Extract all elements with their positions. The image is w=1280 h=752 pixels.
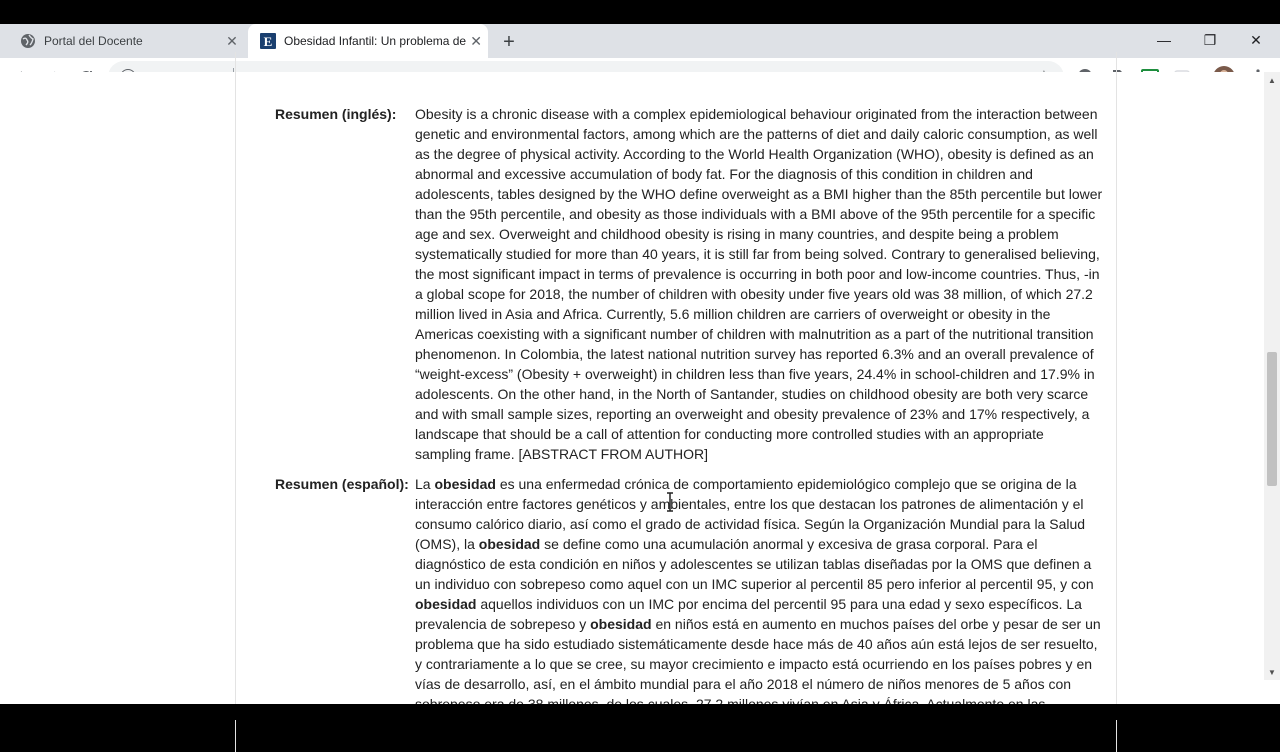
abstract-en-line: phenomenon. In Colombia, the latest national nutrition survey has reported 6.3% and an overall prevalence of bbox=[415, 346, 1094, 362]
abstract-es-segment: un individuo con sobrepeso como aquel con un IMC superior al percentil 85 pero inferior al percentil 95, y con bbox=[415, 576, 1094, 592]
abstract-en-line: abnormal and excessive accumulation of body fat. For the diagnosis of this condition in children and bbox=[415, 166, 1033, 182]
abstract-es-line bbox=[415, 614, 1101, 634]
abstract-en-line: and with small sample sizes, reporting an overweight and obesity prevalence of 23% and 17% respectively, a bbox=[415, 406, 1090, 422]
abstract-es-line bbox=[415, 574, 1094, 594]
abstract-es-segment: en niños está en aumento en muchos países del orbe y pesar de ser un bbox=[651, 616, 1101, 632]
abstract-es-segment: (OMS), la bbox=[415, 536, 479, 552]
page-viewport bbox=[0, 72, 1264, 692]
abstract-es-line bbox=[415, 654, 1093, 674]
new-tab-button[interactable]: + bbox=[503, 30, 515, 53]
abstract-es-line bbox=[415, 534, 1081, 554]
scrollbar-thumb[interactable] bbox=[1267, 352, 1277, 486]
abstract-es-segment: prevalencia de sobrepeso y bbox=[415, 616, 591, 632]
abstract-es-segment: vías de desarrollo, así, en el ámbito mundial para el año 2018 el número de niños menores de 5 años con bbox=[415, 676, 1072, 692]
screen-top-bar bbox=[0, 0, 1280, 24]
minimize-button[interactable]: — bbox=[1157, 32, 1171, 48]
tab-title: Portal del Docente bbox=[44, 34, 143, 48]
abstract-es-text bbox=[415, 474, 1101, 714]
abstract-es-line bbox=[415, 594, 1081, 614]
abstract-en-line: Obesity is a chronic disease with a complex epidemiological behaviour originated from the interaction between bbox=[415, 106, 1098, 122]
abstract-es-segment: La bbox=[415, 476, 435, 492]
close-tab-icon[interactable]: ✕ bbox=[470, 32, 482, 49]
scroll-down-arrow-icon[interactable]: ▼ bbox=[1268, 667, 1276, 677]
abstract-es-line bbox=[415, 494, 1084, 514]
close-tab-icon[interactable]: ✕ bbox=[226, 32, 238, 49]
abstract-es-line bbox=[415, 474, 1081, 494]
abstract-es-segment: interacción entre factores genéticos y ambientales, entre los que destacan los patrones de alimentación y el bbox=[415, 496, 1084, 512]
globe-icon bbox=[20, 33, 36, 49]
abstract-en-line: adolescents, tables designed by the WHO define overweight as a BMI higher than the 85th percentile but lower bbox=[415, 186, 1103, 202]
restore-button[interactable]: ❐ bbox=[1203, 31, 1217, 48]
highlighted-term: obesidad bbox=[434, 476, 496, 492]
abstract-en-label: Resumen (inglés): bbox=[275, 106, 397, 122]
abstract-en-line: sampling frame. [ABSTRACT FROM AUTHOR] bbox=[415, 446, 709, 462]
abstract-es-line bbox=[415, 554, 1092, 574]
tab-title: Obesidad Infantil: Un problema de bbox=[284, 34, 467, 48]
svg-text:E: E bbox=[263, 34, 273, 49]
abstract-es-segment: se define como una acumulación anormal y excesiva de grasa corporal. Para el bbox=[540, 536, 1038, 552]
abstract-en-line: Americas coexisting with a significant number of children with malnutrition as a part of the nutritional transition bbox=[415, 326, 1094, 342]
highlighted-term: obesidad bbox=[478, 536, 541, 552]
abstract-es-segment: consumo calórico diario, así como el grado de actividad física. Según la Organización Mundial para la Salud bbox=[415, 516, 1086, 532]
close-window-button[interactable]: ✕ bbox=[1250, 31, 1262, 48]
abstract-es-segment: aquellos individuos con un IMC por encima del percentil 95 para una edad y sexo específicos. La bbox=[476, 596, 1082, 612]
tab-portal-del-docente[interactable] bbox=[8, 24, 248, 58]
abstract-en-line: age and sex. Overweight and childhood obesity is rising in many countries, and despite being a problem bbox=[415, 226, 1059, 242]
highlighted-term: obesidad bbox=[590, 616, 652, 632]
screen-bottom-bar bbox=[0, 704, 1280, 720]
abstract-es-segment: problema que ha sido estudiado sistemáticamente desde hace más de 40 años aún está lejos de ser resuelto, bbox=[415, 636, 1098, 652]
abstract-es-label: Resumen (español): bbox=[275, 476, 409, 492]
scroll-up-arrow-icon[interactable]: ▲ bbox=[1268, 75, 1276, 85]
abstract-en-line: landscape that should be a call of attention for conducting more controlled studies with an appropriate bbox=[415, 426, 1044, 442]
abstract-en-text bbox=[415, 104, 1103, 464]
abstract-es-segment: es una enfermedad crónica de comportamiento epidemiológico complejo que se origina de la bbox=[495, 476, 1077, 492]
abstract-es-line bbox=[415, 514, 1086, 534]
abstract-en-line: million lived in Asia and Africa. Currently, 5.6 million children are carriers of overweight or obesity in the bbox=[415, 306, 1051, 322]
abstract-es-line bbox=[415, 674, 1081, 694]
highlighted-term: obesidad bbox=[415, 596, 477, 612]
abstract-en-line: systematically studied for more than 40 years, it is still far from being solved. Contrary to generalised believing, bbox=[415, 246, 1100, 262]
abstract-en-line: genetic and environmental factors, among which are the patterns of diet and daily caloric consumption, as well bbox=[415, 126, 1098, 142]
abstract-en-line: adolescents. On the other hand, in the North of Santander, studies on childhood obesity are both very scarce bbox=[415, 386, 1089, 402]
page-scrollbar[interactable] bbox=[1264, 72, 1280, 680]
abstract-en-line: than the 95th percentile, and obesity as those individuals with a BMI above of the 95th percentile for a specific bbox=[415, 206, 1096, 222]
abstract-en-line: the most significant impact in terms of prevalence is occurring in both poor and low-income countries. Thus, -in bbox=[415, 266, 1100, 282]
abstract-es-segment: diagnóstico de esta condición en niños y adolescentes se utilizan tablas diseñadas por la OMS que definen a bbox=[415, 556, 1092, 572]
abstract-en-line: as the degree of physical activity. According to the World Health Organization (WHO), obesity is defined as an bbox=[415, 146, 1094, 162]
abstract-es-segment: y contrariamente a lo que se cree, su mayor crecimiento e impacto está ocurriendo en los países pobres y en bbox=[415, 656, 1093, 672]
abstract-en-line: “weight-excess” (Obesity + overweight) in children less than five years, 24.4% in school-children and 17.9% in bbox=[415, 366, 1095, 382]
abstract-en-line: a global scope for 2018, the number of children with obesity under five years old was 38 million, of which 27.2 bbox=[415, 286, 1093, 302]
abstract-es-line bbox=[415, 634, 1098, 654]
text-cursor-icon bbox=[666, 492, 674, 512]
ebsco-logo-icon bbox=[260, 33, 276, 49]
